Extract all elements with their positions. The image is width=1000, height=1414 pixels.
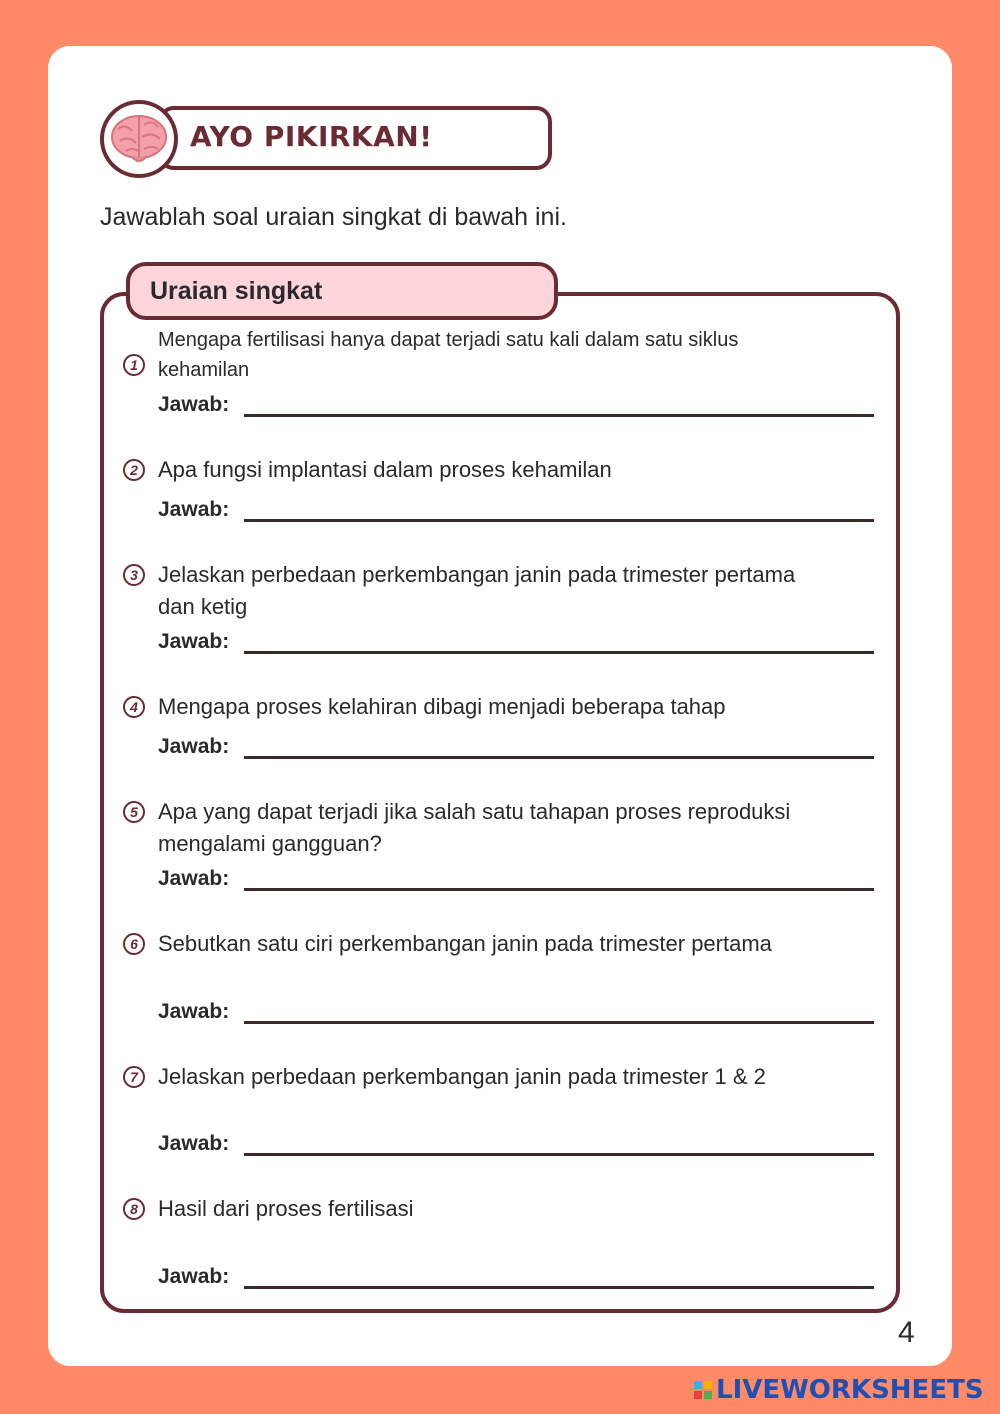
question-number: 7 xyxy=(123,1066,145,1088)
answer-line xyxy=(244,1286,874,1289)
question-number: 1 xyxy=(123,354,145,376)
answer-label: Jawab: xyxy=(158,735,230,758)
answer-input-5[interactable] xyxy=(244,862,874,888)
question-text: Jelaskan perbedaan perkembangan janin pada trimester 1 & 2 xyxy=(158,1064,766,1089)
answer-label: Jawab: xyxy=(158,1132,230,1155)
question-text: Sebutkan satu ciri perkembangan janin pada trimester pertama xyxy=(158,931,772,956)
answer-label: Jawab: xyxy=(158,1000,230,1023)
answer-label: Jawab: xyxy=(158,867,230,890)
question-number: 6 xyxy=(123,933,145,955)
answer-label: Jawab: xyxy=(158,1265,230,1288)
answer-input-2[interactable] xyxy=(244,493,874,519)
answer-line xyxy=(244,519,874,522)
answer-line xyxy=(244,1153,874,1156)
watermark-text: LIVEWORKSHEETS xyxy=(716,1375,984,1405)
question-text: Apa yang dapat terjadi jika salah satu tahapan proses reproduksi mengalami gangguan? xyxy=(158,799,791,856)
answer-line xyxy=(244,414,874,417)
answer-label: Jawab: xyxy=(158,393,230,416)
question-number: 3 xyxy=(123,564,145,586)
answer-label: Jawab: xyxy=(158,630,230,653)
answer-input-1[interactable] xyxy=(244,388,874,414)
page-number: 4 xyxy=(898,1316,915,1349)
logo-blocks-icon xyxy=(694,1381,712,1399)
answer-input-4[interactable] xyxy=(244,730,874,756)
question-number: 5 xyxy=(123,801,145,823)
answer-line xyxy=(244,756,874,759)
answer-line xyxy=(244,651,874,654)
question-number: 4 xyxy=(123,696,145,718)
brain-icon xyxy=(100,100,178,178)
answer-input-3[interactable] xyxy=(244,625,874,651)
answer-input-6[interactable] xyxy=(244,995,874,1021)
question-text: Mengapa fertilisasi hanya dapat terjadi satu kali dalam satu siklus kehamilan xyxy=(158,329,739,381)
question-text: Mengapa proses kelahiran dibagi menjadi beberapa tahap xyxy=(158,694,726,719)
question-text: Jelaskan perbedaan perkembangan janin pada trimester pertama dan ketig xyxy=(158,562,796,619)
answer-line xyxy=(244,888,874,891)
question-text: Hasil dari proses fertilisasi xyxy=(158,1196,414,1221)
answer-line xyxy=(244,1021,874,1024)
answer-input-7[interactable] xyxy=(244,1127,874,1153)
answer-input-8[interactable] xyxy=(244,1260,874,1286)
question-number: 2 xyxy=(123,459,145,481)
header-title: AYO PIKIRKAN! xyxy=(190,120,433,153)
answer-label: Jawab: xyxy=(158,498,230,521)
instruction-text: Jawablah soal uraian singkat di bawah ini. xyxy=(100,203,567,231)
section-title: Uraian singkat xyxy=(150,277,323,305)
question-text: Apa fungsi implantasi dalam proses kehamilan xyxy=(158,457,612,482)
question-number: 8 xyxy=(123,1198,145,1220)
liveworksheets-logo xyxy=(694,1375,984,1405)
